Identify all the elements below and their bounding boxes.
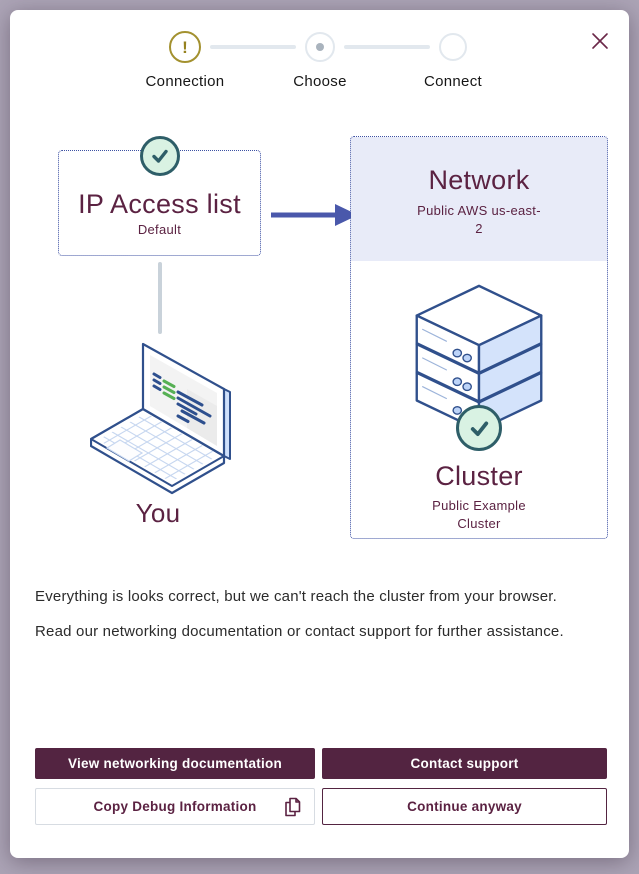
check-icon [456, 405, 502, 451]
right-arrow-icon [269, 195, 359, 235]
ip-access-list-subtitle: Default [137, 222, 182, 237]
network-title: Network [428, 165, 530, 195]
view-networking-documentation-button[interactable]: View networking documentation [35, 748, 315, 779]
empty-circle-icon[interactable] [439, 33, 467, 61]
ip-access-list-box [58, 150, 261, 256]
step-label-connect: Connect [424, 73, 482, 90]
step-label-connection: Connection [145, 73, 225, 90]
connection-test-modal [10, 10, 629, 858]
network-subtitle: Public AWS us-east-2 [417, 203, 541, 236]
current-step-dot [316, 43, 324, 51]
exclamation-glyph: ! [182, 37, 188, 57]
step-label-choose: Choose [293, 73, 347, 90]
cluster-subtitle: Public Example Cluster [432, 498, 526, 531]
laptop-illustration [90, 340, 242, 500]
stepper-connector [210, 45, 296, 49]
continue-anyway-button[interactable]: Continue anyway [322, 788, 607, 825]
copy-debug-information-button[interactable] [35, 788, 315, 825]
contact-support-button[interactable]: Contact support [322, 748, 607, 779]
copy-debug-label: Copy Debug Information [93, 799, 257, 814]
you-label: You [135, 498, 181, 528]
stepper-connector [344, 45, 430, 49]
help-message: Read our networking documentation or contact support for further assistance. [35, 623, 564, 640]
network-header [351, 137, 607, 261]
warning-icon[interactable] [169, 31, 201, 63]
cluster-title: Cluster [435, 461, 523, 491]
ip-access-list-title: IP Access list [78, 189, 241, 219]
network-panel [350, 136, 608, 539]
stepper [10, 10, 629, 110]
check-icon [140, 136, 180, 176]
dot-icon[interactable] [305, 32, 335, 62]
vertical-connector [158, 262, 162, 334]
copy-icon [283, 796, 302, 817]
status-message: Everything is looks correct, but we can't reach the cluster from your browser. [35, 588, 558, 605]
